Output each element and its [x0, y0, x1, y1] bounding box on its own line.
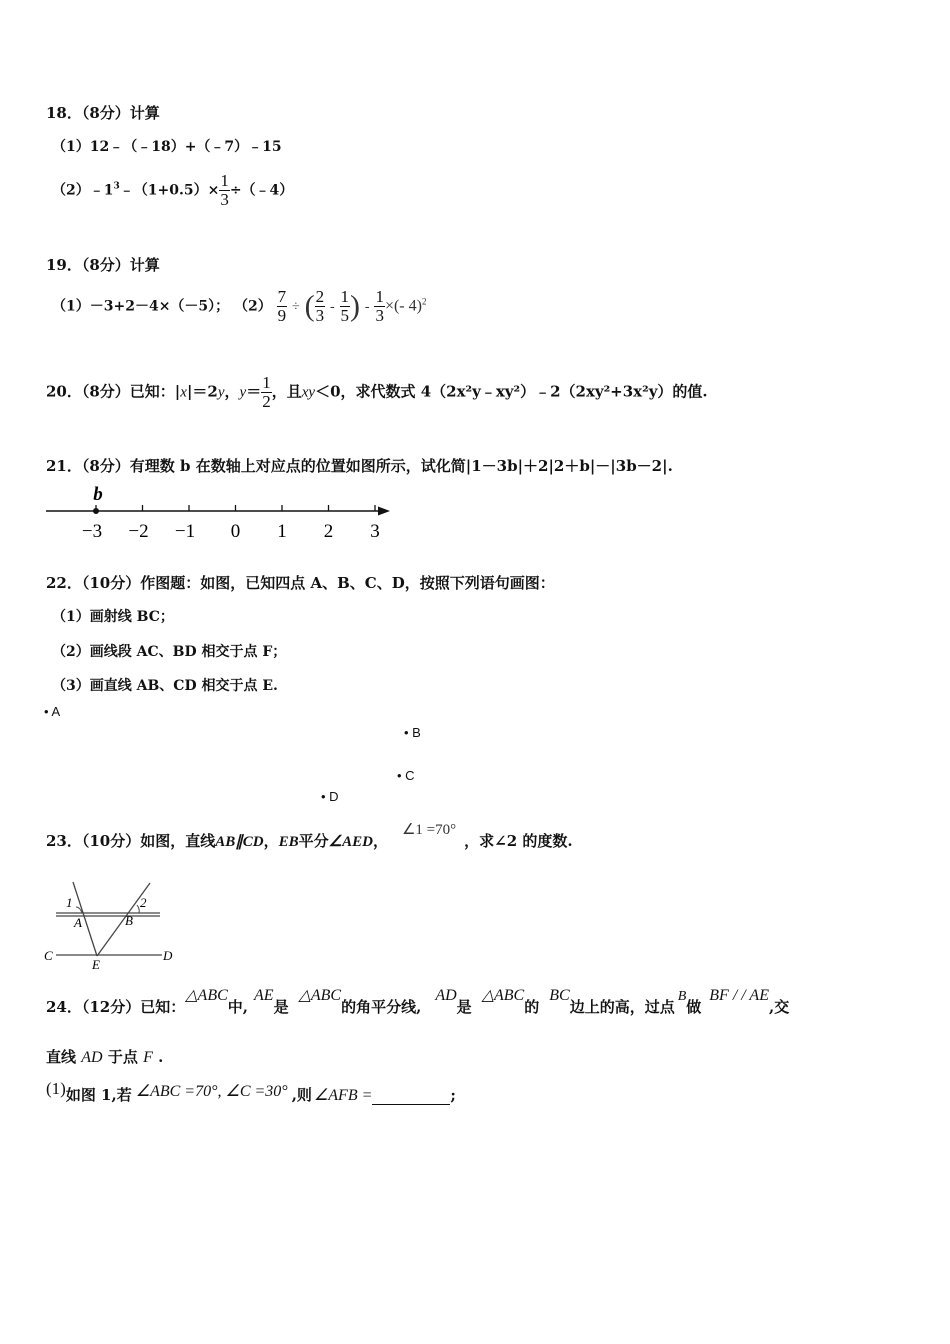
number-line-arrow [378, 507, 390, 516]
q19-frac-2-3: $\frac{2}{3}$ [315, 287, 325, 325]
q22-step2: （2）画线段 AC、BD 相交于点 F； [52, 644, 287, 660]
q18-fraction: $\frac{1}{3}$ [220, 171, 229, 209]
q22-step3: （3）画直线 AB、CD 相交于点 E. [52, 678, 278, 694]
tick-label: 0 [230, 521, 241, 542]
point-b-marker [93, 508, 99, 514]
q19-frac-7-9: $\frac{7}{9}$ [277, 287, 287, 325]
right-paren: ) [350, 289, 361, 323]
point-b: • B [404, 725, 421, 740]
q21-text: 21．（8分）有理数 b 在数轴上对应点的位置如图所示，试化简|1－3b|＋2|2＋b|－|3b－2|. [46, 457, 673, 475]
q24-subquestion-1: (1)如图 1,若 ∠ABC =70°, ∠C =30° ,则 ∠AFB = ; [46, 1079, 456, 1104]
q19-title: 19．（8分）计算 [46, 256, 160, 274]
q24-line2: 直线 AD 于点 F . [46, 1048, 164, 1066]
label-2: 2 [140, 895, 147, 910]
point-b-label: b [93, 484, 103, 505]
point-d: • D [321, 789, 339, 804]
left-paren: ( [304, 289, 315, 323]
q24-line1: 24．（12分）已知：△ABC中,AE是△ABC的角平分线,AD是△ABC的BC边上的高，过点B做BF / / AE,交 [46, 987, 790, 1016]
label-1: 1 [66, 895, 73, 910]
point-a: • A [44, 704, 61, 719]
parallel-lines-figure [40, 876, 190, 972]
label-e: E [92, 957, 100, 972]
label-c: C [44, 948, 53, 963]
q19-parts: （1）－3+2－4×（－5）； （2） $\frac{7}{9}$ ÷ ( $\frac{2}{3}$ - $\frac{1}{5}$ ) - $\frac{1}{3}$ ×(- 4)$^2$ [52, 287, 427, 325]
q20-fraction: $\frac{1}{2}$ [262, 373, 271, 411]
label-a: A [74, 915, 82, 930]
tick-label: −3 [81, 521, 103, 542]
transversal-eb [97, 883, 150, 956]
q23-text: 23．（10分）如图，直线AB∥CD，EB平分∠AED，∠1 =70°，求∠2 的度数. [46, 822, 573, 850]
label-d: D [163, 948, 173, 963]
q22-step1: （1）画射线 BC； [52, 609, 174, 625]
number-line-figure [40, 480, 400, 546]
tick-label: −2 [128, 521, 149, 542]
q18-title: 18．（8分）计算 [46, 104, 160, 122]
q18-part1: （1）12﹣（﹣18）+（﹣7）﹣15 [52, 139, 282, 155]
label-b: B [125, 913, 133, 928]
point-c: • C [397, 768, 415, 783]
tick-label: 3 [370, 521, 380, 542]
tick-label: 2 [323, 521, 334, 542]
q20-text: 20．（8分）已知：|x|＝2y，y＝ $\frac{1}{2}$ ，且xy＜0，求代数式 4（2x²y﹣xy²）﹣2（2xy²+3x²y）的值. [46, 373, 708, 411]
q22-title: 22．（10分）作图题：如图，已知四点 A、B、C、D，按照下列语句画图： [46, 574, 555, 592]
q18-part2: $(2)﹣1^3﹣(1+0.5)\times$ $\frac{1}{3}$ ÷（﹣4） [52, 171, 294, 209]
tick-label: −1 [174, 521, 196, 542]
angle-2-arc [137, 905, 139, 913]
tick-label: 1 [277, 521, 287, 542]
q19-frac-1-3: $\frac{1}{3}$ [375, 287, 384, 325]
q19-frac-1-5: $\frac{1}{5}$ [340, 287, 350, 325]
answer-blank[interactable] [372, 1090, 450, 1105]
